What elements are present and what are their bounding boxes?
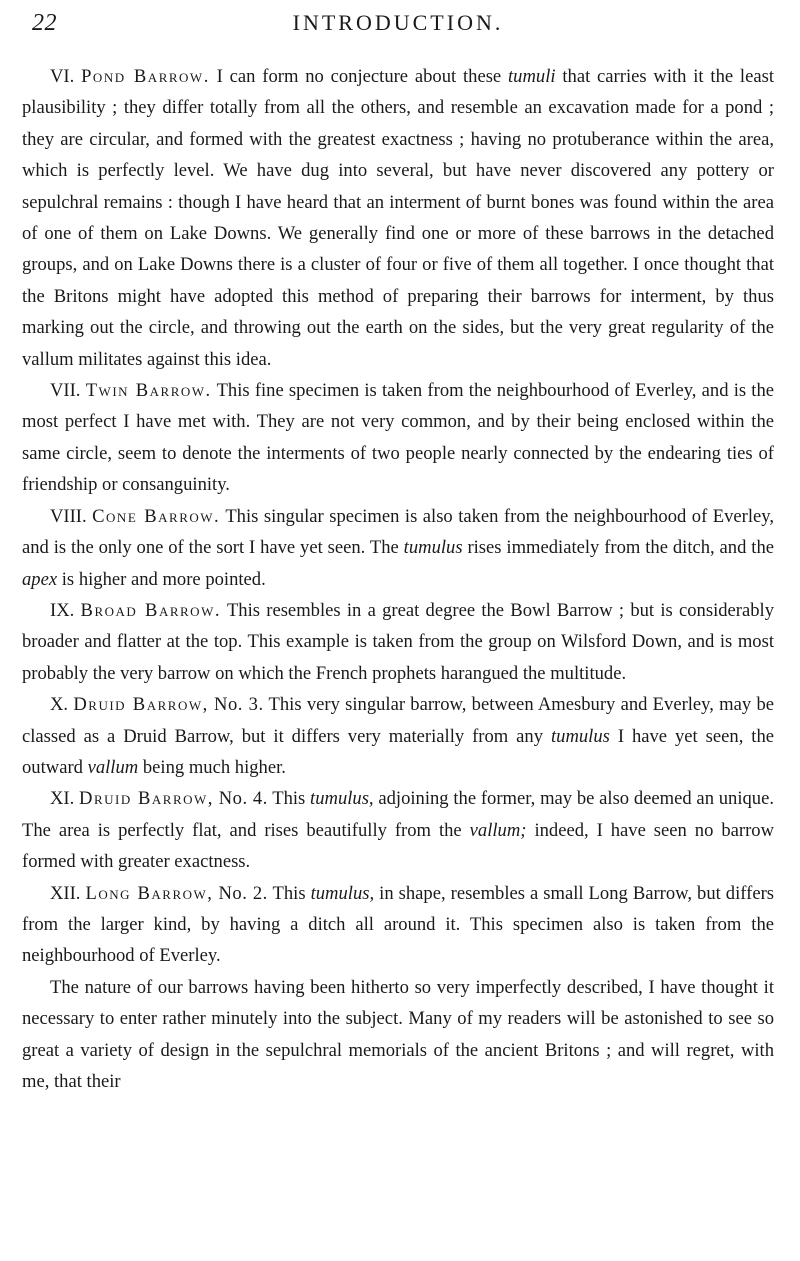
paragraph-cone-barrow	[22, 501, 774, 595]
paragraph-conclusion	[22, 972, 774, 1098]
paragraph-text: This fine specimen is taken from the neighbourhood of Everley, and is the most perfect I have met with. They are not very common, and by their being enclosed within the same circle, seem to denote the interments of two people nearly connected by the endearing ties of friendship or consanguinity.	[22, 380, 775, 496]
paragraph-text: adjoining the former, may be also deemed an unique. The area is perfectly flat, and rises beautifully from the	[22, 788, 774, 841]
paragraph-druid-barrow-4	[22, 783, 774, 877]
section-numeral: VII.	[50, 380, 81, 402]
section-heading: Cone Barrow.	[92, 505, 221, 527]
paragraph-druid-barrow-3	[22, 689, 774, 783]
italic-term: tumulus	[550, 725, 610, 747]
paragraph-text: rises immediately from the ditch, and the	[467, 537, 774, 559]
section-numeral: XII.	[50, 882, 81, 904]
paragraph-text: The nature of our barrows having been hitherto so very imperfectly described, I have thought it necessary to enter rather minutely into the subject. Many of my readers will be astonished to see so great a variety of design in the sepulchral memorials of the ancient Britons ; and will regret, with me, that their	[22, 976, 774, 1092]
section-numeral: X.	[50, 694, 69, 716]
body-text	[22, 61, 774, 1097]
italic-term: tumuli	[508, 66, 556, 87]
paragraph-text: in shape, resembles a small Long Barrow, but differs from the larger kind, by having a ditch all around it. This specimen also is taken from the neighbourhood of Everley.	[22, 882, 775, 967]
section-heading: Druid Barrow,	[79, 788, 214, 810]
italic-term: apex	[22, 568, 58, 590]
page-number: 22	[32, 10, 57, 36]
section-numeral: VIII.	[50, 505, 87, 527]
section-heading: Druid Barrow,	[73, 694, 209, 716]
section-number: No. 2.	[218, 882, 268, 904]
section-heading: Broad Barrow.	[80, 599, 221, 621]
paragraph-text: This	[272, 788, 306, 810]
italic-term: tumulus,	[310, 788, 374, 810]
section-heading: Twin Barrow.	[85, 380, 212, 402]
paragraph-text: This	[272, 882, 306, 904]
paragraph-pond-barrow	[22, 61, 774, 375]
italic-term: tumulus,	[310, 882, 375, 904]
running-head	[22, 8, 774, 40]
page-header-title: INTRODUCTION.	[292, 10, 504, 35]
section-number: No. 4.	[218, 788, 268, 810]
section-numeral: VI.	[50, 66, 75, 87]
paragraph-text: I can form no conjecture about these	[216, 66, 502, 87]
section-heading: Long Barrow,	[85, 882, 214, 904]
paragraph-text: This very singular barrow, between Amesbury and Everley, may be classed as a Druid Barrow, but it differs very materially from any	[22, 694, 775, 747]
paragraph-broad-barrow	[22, 595, 774, 689]
paragraph-text: This singular specimen is also taken from the neighbourhood of Everley, and is the only one of the sort I have yet seen. The	[22, 505, 774, 559]
paragraph-twin-barrow	[22, 375, 774, 501]
section-heading: Pond Barrow.	[81, 66, 210, 87]
paragraph-text: I have yet seen, the outward	[22, 725, 774, 778]
italic-term: vallum;	[469, 819, 527, 841]
section-number: No. 3.	[214, 694, 264, 716]
paragraph-text: that carries with it the least plausibility ; they differ totally from all the others, and resemble an excavation made for a pond ; they are circular, and formed with the greatest exactness ; having no protuberance within the area, which is perfectly level. We have dug into several, but have never discovered any pottery or sepulchral remains : though I have heard that an interment of burnt bones was found within the area of one of them on Lake Downs. We generally find one or more of these barrows in the detached groups, and on Lake Downs there is a cluster of four or five of them all together. I once thought that the Britons might have adopted this method of preparing their barrows for interment, by thus marking out the circle, and throwing out the earth on the sides, but the very great regularity of the vallum militates against this idea.	[22, 66, 775, 370]
paragraph-long-barrow-2	[22, 878, 774, 972]
italic-term: vallum	[87, 756, 139, 778]
paragraph-text: indeed, I have seen no barrow formed with greater exactness.	[22, 819, 775, 873]
paragraph-text: is higher and more pointed.	[61, 568, 266, 590]
section-numeral: IX.	[50, 599, 75, 621]
paragraph-text: being much higher.	[142, 756, 286, 778]
section-numeral: XI.	[50, 788, 75, 810]
paragraph-text: This resembles in a great degree the Bowl Barrow ; but is considerably broader and flatter at the top. This example is taken from the group on Wilsford Down, and is most probably the very barrow on which the French prophets harangued the multitude.	[22, 599, 775, 684]
italic-term: tumulus	[403, 537, 463, 559]
